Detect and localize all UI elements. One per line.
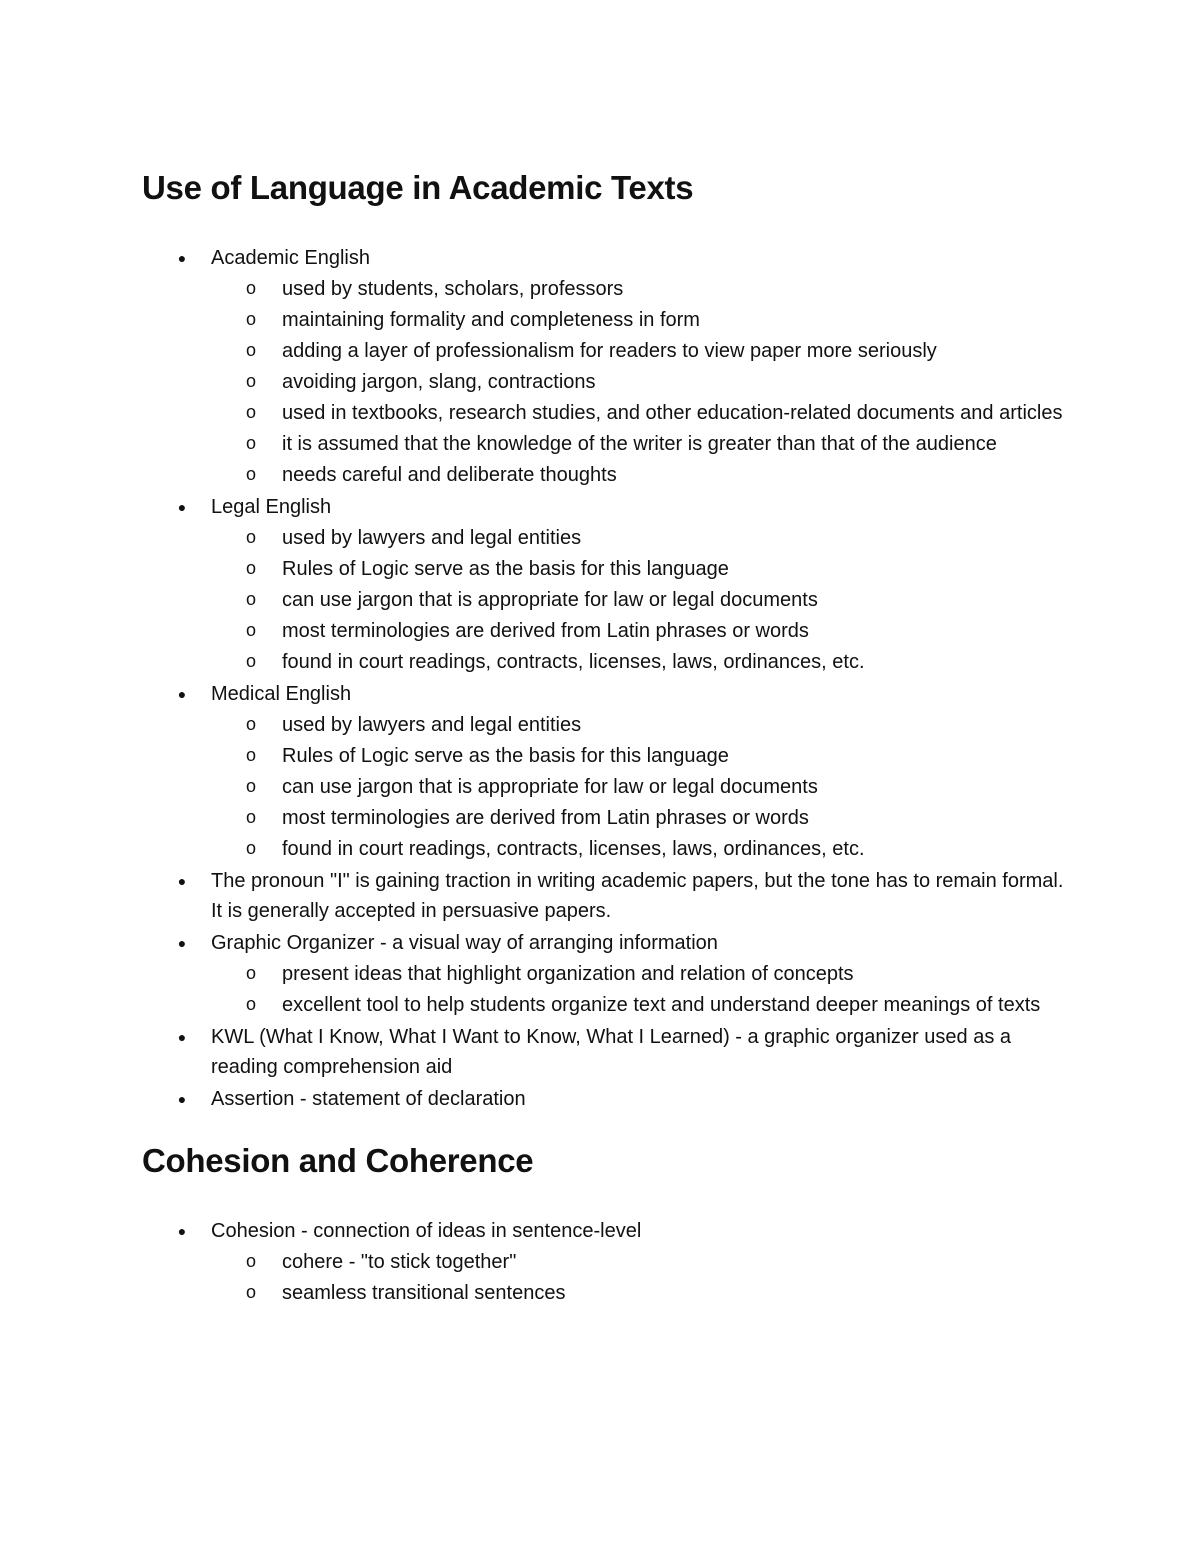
sub-list-item-text: used by lawyers and legal entities [282, 527, 582, 549]
sub-list-item-text: needs careful and deliberate thoughts [282, 464, 617, 486]
bullet-list [142, 243, 1072, 1114]
sub-list-item [211, 523, 1072, 553]
section-heading: Cohesion and Coherence [142, 1142, 534, 1179]
section-heading: Use of Language in Academic Texts [142, 169, 694, 206]
list-item [142, 866, 1072, 926]
circle-bullet-icon: o [245, 278, 256, 298]
sub-list-item [211, 741, 1072, 771]
circle-bullet-icon: o [245, 309, 256, 329]
document-content [142, 163, 1072, 1310]
sub-list-item-text: it is assumed that the knowledge of the writer is greater than that of the audience [282, 433, 997, 455]
sub-list-item-text: used by students, scholars, professors [282, 278, 624, 300]
sub-list-item [211, 460, 1072, 490]
sub-list-item-text: maintaining formality and completeness in form [282, 309, 700, 331]
list-item [142, 1084, 1072, 1114]
sub-list-item [211, 1278, 1072, 1308]
sub-list-item [211, 1247, 1072, 1277]
circle-bullet-icon: o [245, 963, 256, 983]
list-item-text: Academic English [211, 247, 370, 269]
list-item-text: Graphic Organizer - a visual way of arranging information [211, 932, 718, 954]
sub-list-item-text: present ideas that highlight organization and relation of concepts [282, 963, 854, 985]
circle-bullet-icon: o [245, 371, 256, 391]
sub-bullet-list [211, 959, 1072, 1020]
circle-bullet-icon: o [245, 776, 256, 796]
list-item-text: KWL (What I Know, What I Want to Know, What I Learned) - a graphic organizer used as a reading comprehension aid [211, 1026, 1011, 1078]
sub-list-item [211, 959, 1072, 989]
sub-list-item-text: Rules of Logic serve as the basis for this language [282, 745, 729, 767]
sub-list-item [211, 398, 1072, 428]
list-item [142, 1216, 1072, 1308]
circle-bullet-icon: o [245, 527, 256, 547]
list-item [142, 1022, 1072, 1082]
bullet-icon: ● [177, 1223, 187, 1239]
sub-list-item-text: most terminologies are derived from Latin phrases or words [282, 807, 809, 829]
sub-bullet-list [211, 523, 1072, 677]
circle-bullet-icon: o [245, 994, 256, 1014]
circle-bullet-icon: o [245, 1282, 256, 1302]
sub-list-item [211, 647, 1072, 677]
sub-list-item-text: found in court readings, contracts, licenses, laws, ordinances, etc. [282, 651, 865, 673]
circle-bullet-icon: o [245, 433, 256, 453]
sub-list-item [211, 429, 1072, 459]
circle-bullet-icon: o [245, 838, 256, 858]
sub-list-item [211, 990, 1072, 1020]
sub-list-item-text: can use jargon that is appropriate for law or legal documents [282, 589, 818, 611]
sub-list-item [211, 305, 1072, 335]
sub-list-item [211, 616, 1072, 646]
sub-list-item [211, 336, 1072, 366]
sub-list-item-text: can use jargon that is appropriate for law or legal documents [282, 776, 818, 798]
sub-list-item-text: used in textbooks, research studies, and other education-related documents and articles [282, 402, 1063, 424]
list-item [142, 928, 1072, 1020]
circle-bullet-icon: o [245, 558, 256, 578]
sub-list-item-text: used by lawyers and legal entities [282, 714, 582, 736]
list-item-text: Legal English [211, 496, 332, 518]
list-item-text: The pronoun "I" is gaining traction in writing academic papers, but the tone has to remain formal. It is generally accepted in persuasive papers. [211, 870, 1064, 922]
bullet-icon: ● [177, 935, 187, 951]
bullet-list [142, 1216, 1072, 1308]
sub-list-item-text: found in court readings, contracts, licenses, laws, ordinances, etc. [282, 838, 865, 860]
circle-bullet-icon: o [245, 340, 256, 360]
sub-list-item [211, 710, 1072, 740]
list-item [142, 492, 1072, 677]
sub-bullet-list [211, 710, 1072, 864]
circle-bullet-icon: o [245, 620, 256, 640]
sub-list-item [211, 367, 1072, 397]
circle-bullet-icon: o [245, 1251, 256, 1271]
sub-list-item-text: adding a layer of professionalism for readers to view paper more seriously [282, 340, 937, 362]
sub-list-item-text: excellent tool to help students organize text and understand deeper meanings of texts [282, 994, 1041, 1016]
circle-bullet-icon: o [245, 745, 256, 765]
bullet-icon: ● [177, 686, 187, 702]
list-item-text: Assertion - statement of declaration [211, 1088, 526, 1110]
circle-bullet-icon: o [245, 464, 256, 484]
sub-list-item [211, 274, 1072, 304]
circle-bullet-icon: o [245, 402, 256, 422]
list-item [142, 243, 1072, 490]
sub-list-item [211, 554, 1072, 584]
circle-bullet-icon: o [245, 714, 256, 734]
sub-list-item [211, 585, 1072, 615]
circle-bullet-icon: o [245, 589, 256, 609]
bullet-icon: ● [177, 499, 187, 515]
sub-list-item-text: cohere - "to stick together" [282, 1251, 517, 1273]
bullet-icon: ● [177, 873, 187, 889]
list-item-text: Cohesion - connection of ideas in sentence-level [211, 1220, 642, 1242]
sub-list-item-text: most terminologies are derived from Latin phrases or words [282, 620, 809, 642]
list-item-text: Medical English [211, 683, 352, 705]
sub-list-item-text: avoiding jargon, slang, contractions [282, 371, 596, 393]
sub-bullet-list [211, 274, 1072, 490]
circle-bullet-icon: o [245, 651, 256, 671]
circle-bullet-icon: o [245, 807, 256, 827]
list-item [142, 679, 1072, 864]
sub-list-item-text: Rules of Logic serve as the basis for this language [282, 558, 729, 580]
sub-bullet-list [211, 1247, 1072, 1308]
bullet-icon: ● [177, 250, 187, 266]
bullet-icon: ● [177, 1029, 187, 1045]
sub-list-item-text: seamless transitional sentences [282, 1282, 566, 1304]
bullet-icon: ● [177, 1091, 187, 1107]
sub-list-item [211, 803, 1072, 833]
sub-list-item [211, 834, 1072, 864]
sub-list-item [211, 772, 1072, 802]
